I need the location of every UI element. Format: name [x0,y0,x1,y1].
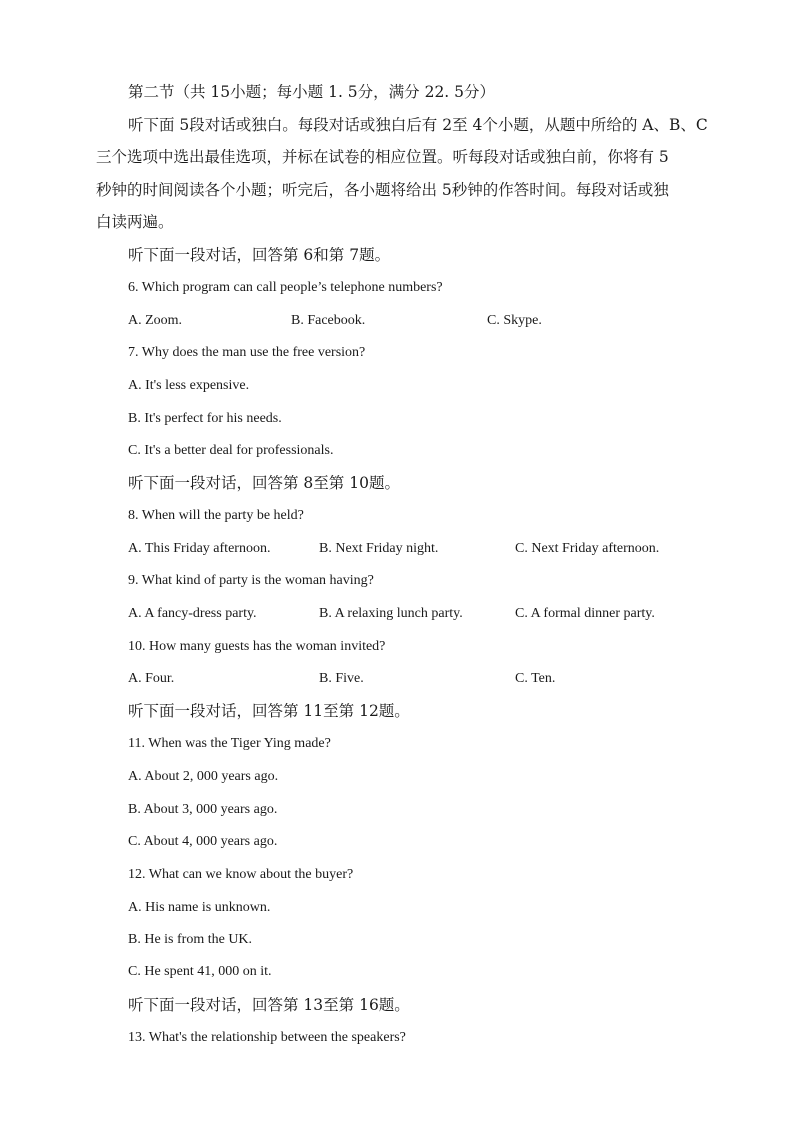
instruction-line: 听下面 5段对话或独白。每段对话或独白后有 2至 4个小题，从题中所给的 A、B、C [128,116,708,134]
option-a: A. Four. [128,671,175,686]
option-b: B. About 3, 000 years ago. [128,802,278,817]
question-stem: 8. When will the party be held? [128,508,304,523]
instruction-line: 三个选项中选出最佳选项，并标在试卷的相应位置。听每段对话或独白前，你将有 5 [96,148,669,166]
option-a: A. Zoom. [128,313,183,328]
group-intro: 听下面一段对话，回答第 6和第 7题。 [128,246,391,264]
question-stem: 6. Which program can call people’s telephone numbers? [128,280,443,295]
option-a: A. About 2, 000 years ago. [128,769,279,784]
option-b: B. Next Friday night. [319,541,439,556]
option-b: B. A relaxing lunch party. [319,606,463,621]
option-b: B. Five. [319,671,364,686]
option-c: C. A formal dinner party. [515,606,655,621]
question-stem: 12. What can we know about the buyer? [128,867,354,882]
question-stem: 13. What's the relationship between the speakers? [128,1030,406,1045]
option-c: C. He spent 41, 000 on it. [128,964,272,979]
question-stem: 11. When was the Tiger Ying made? [128,736,331,751]
option-c: C. It's a better deal for professionals. [128,443,334,458]
option-a: A. A fancy-dress party. [128,606,257,621]
option-c: C. Skype. [487,313,542,328]
option-c: C. Ten. [515,671,556,686]
instruction-line: 白读两遍。 [96,213,174,231]
group-intro: 听下面一段对话，回答第 8至第 10题。 [128,474,400,492]
section-title: 第二节（共 15小题；每小题 1. 5分，满分 22. 5分） [128,83,496,101]
option-b: B. Facebook. [291,313,366,328]
question-stem: 7. Why does the man use the free version? [128,345,366,360]
option-b: B. He is from the UK. [128,932,253,947]
option-c: C. Next Friday afternoon. [515,541,660,556]
question-stem: 10. How many guests has the woman invited? [128,639,386,654]
group-intro: 听下面一段对话，回答第 11至第 12题。 [128,702,410,720]
option-b: B. It's perfect for his needs. [128,411,282,426]
option-a: A. His name is unknown. [128,900,271,915]
option-c: C. About 4, 000 years ago. [128,834,278,849]
group-intro: 听下面一段对话，回答第 13至第 16题。 [128,996,410,1014]
question-stem: 9. What kind of party is the woman having? [128,573,374,588]
instruction-line: 秒钟的时间阅读各个小题；听完后，各小题将给出 5秒钟的作答时间。每段对话或独 [96,181,669,199]
option-a: A. This Friday afternoon. [128,541,271,556]
option-a: A. It's less expensive. [128,378,250,393]
